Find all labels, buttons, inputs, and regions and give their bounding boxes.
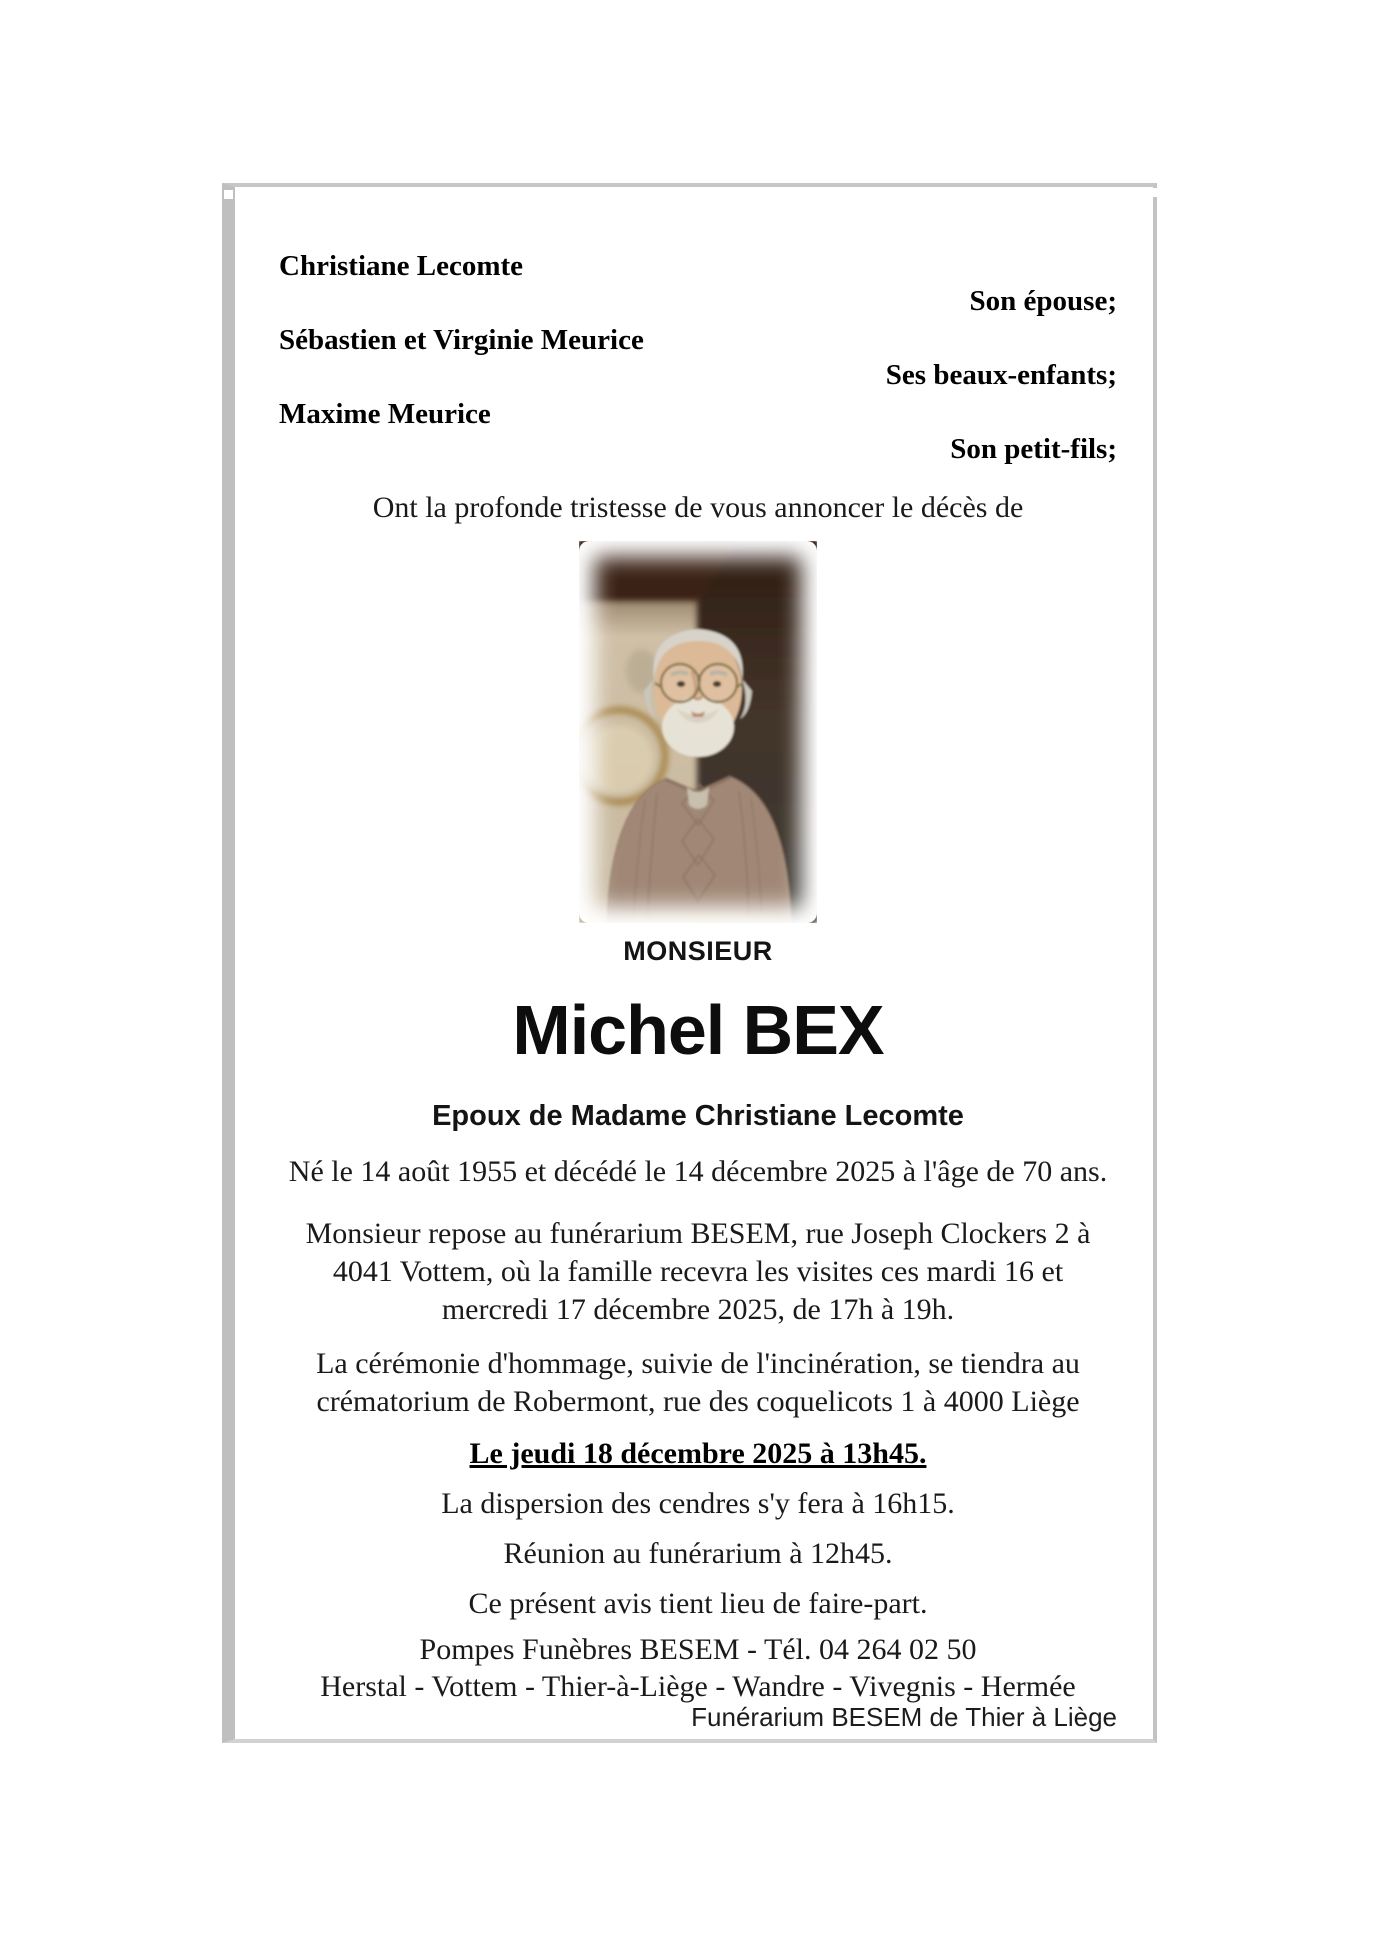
mourner-name: Christiane Lecomte: [279, 250, 524, 282]
mourner-name: Sébastien et Virginie Meurice: [279, 324, 644, 356]
page-corner-notch-right: [1148, 188, 1157, 197]
mourners-block: [279, 249, 1117, 467]
deceased-portrait-photo: [579, 541, 817, 923]
funerarium-signature-line: Funérarium BESEM de Thier à Liège: [691, 1702, 1117, 1732]
mourner-relation: Ses beaux-enfants;: [885, 359, 1117, 391]
page-corner-notch-left: [224, 190, 233, 199]
obituary-page: [222, 183, 1157, 1743]
birth-death-line: Né le 14 août 1955 et décédé le 14 décembre 2025 à l'âge de 70 ans.: [288, 1155, 1108, 1188]
announcement-line: Ont la profonde tristesse de vous annoncer le décès de: [372, 491, 1024, 524]
mourner-relation: Son épouse;: [969, 285, 1117, 317]
ceremony-date-line: Le jeudi 18 décembre 2025 à 13h45.: [469, 1437, 927, 1470]
deceased-name: Michel BEX: [512, 991, 884, 1069]
repose-paragraph: Monsieur repose au funérarium BESEM, rue Joseph Clockers 2 à 4041 Vottem, où la famille recevra les visites ces mardi 16 et mercredi 17 décembre 2025, de 17h à 19h.: [305, 1217, 1091, 1326]
funeral-home-line: Pompes Funèbres BESEM - Tél. 04 264 02 50: [419, 1633, 977, 1666]
ceremony-paragraph: La cérémonie d'hommage, suivie de l'incinération, se tiendra au crématorium de Robermont, rue des coquelicots 1 à 4000 Liège: [316, 1347, 1080, 1418]
localities-line: Herstal - Vottem - Thier-à-Liège - Wandre - Vivegnis - Hermée: [320, 1670, 1076, 1703]
mourner-relation: Son petit-fils;: [950, 433, 1117, 465]
spouse-line: Epoux de Madame Christiane Lecomte: [432, 1100, 964, 1132]
ashes-line: La dispersion des cendres s'y fera à 16h15.: [441, 1487, 955, 1520]
footer-block: [279, 1631, 1117, 1705]
mourner-name: Maxime Meurice: [279, 398, 491, 430]
meeting-line: Réunion au funérarium à 12h45.: [503, 1537, 893, 1570]
civility-title: MONSIEUR: [623, 936, 773, 966]
notice-line: Ce présent avis tient lieu de faire-part.: [468, 1587, 928, 1620]
portrait-illustration: [579, 541, 817, 923]
